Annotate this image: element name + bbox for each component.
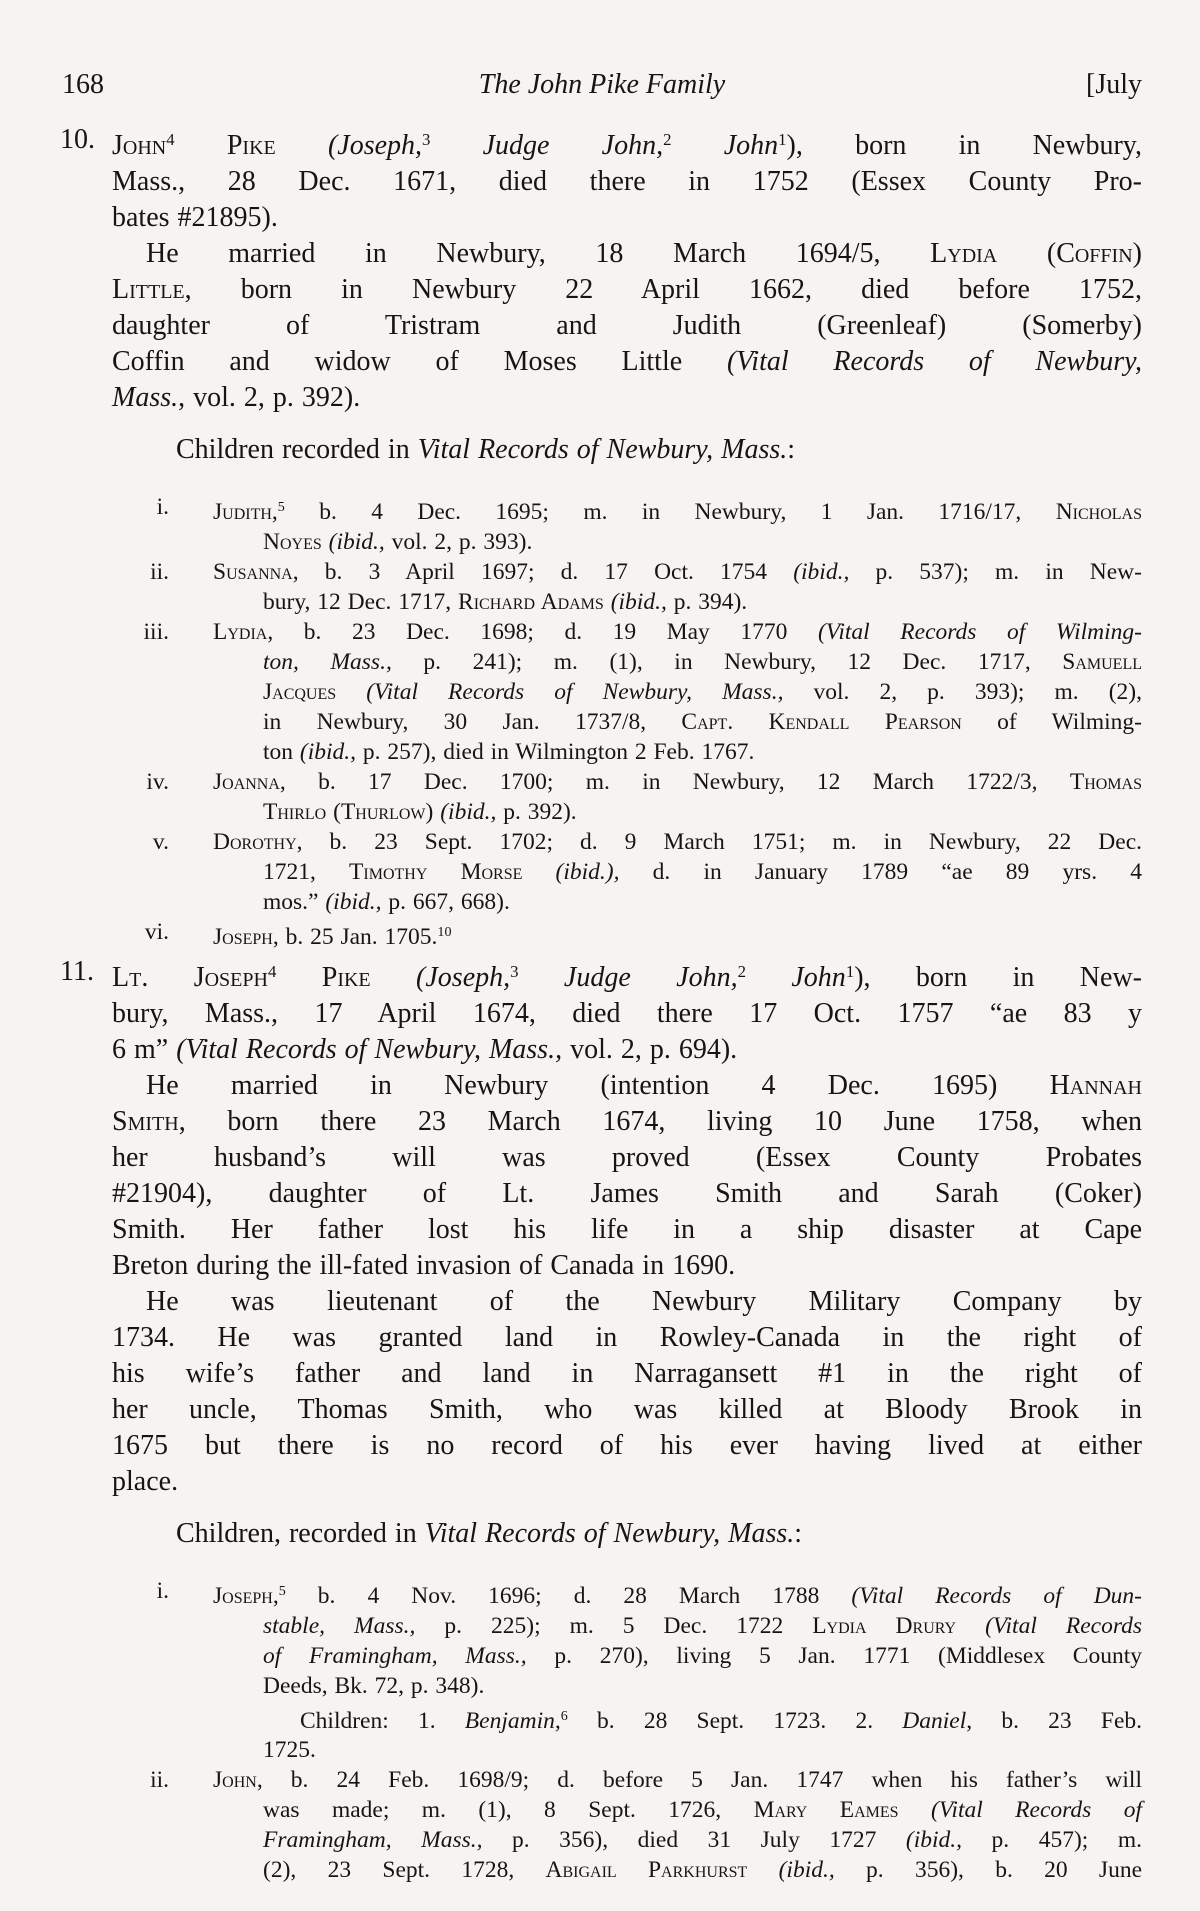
text-line: Smith, born there 23 March 1674, living 10 June 1758, when xyxy=(112,1105,1142,1137)
running-title: The John Pike Family xyxy=(478,69,726,100)
page-header xyxy=(62,68,1142,102)
text-line: He was lieutenant of the Newbury Military Company by xyxy=(146,1285,1142,1317)
page-number: 168 xyxy=(62,69,104,100)
text-line: Joseph, b. 25 Jan. 1705.10 xyxy=(213,923,452,950)
child-item xyxy=(146,767,1142,827)
child-numeral: v. xyxy=(152,828,169,855)
text-line: Smith. Her father lost his life in a ship disaster at Cape xyxy=(112,1213,1142,1245)
child-item xyxy=(150,1765,1143,1885)
entry-number: 10. xyxy=(60,124,95,155)
children-heading xyxy=(112,432,1142,468)
child-item xyxy=(143,617,1143,767)
text-line: 6 m” (Vital Records of Newbury, Mass., vol. 2, p. 694). xyxy=(112,1033,738,1065)
text-line: Deeds, Bk. 72, p. 348). xyxy=(263,1672,485,1699)
text-line: 1675 but there is no record of his ever having lived at either xyxy=(112,1429,1142,1461)
paragraph xyxy=(112,1068,1142,1284)
text-line: ton (ibid., p. 257), died in Wilmington 2 Feb. 1767. xyxy=(263,738,755,765)
text-line: bury, 12 Dec. 1717, Richard Adams (ibid., p. 394). xyxy=(263,588,748,615)
text-line: Joseph,$^5$ b. 4 Nov. 1696; d. 28 March 1788 (Vital Records of Dun- xyxy=(213,1582,1143,1609)
text-line: Judith,$^5$ b. 4 Dec. 1695; m. in Newbury, 1 Jan. 1716/17, Nicholas xyxy=(213,498,1142,525)
text-line: bury, Mass., 17 April 1674, died there 17 Oct. 1757 “ae 83 y xyxy=(112,997,1142,1029)
text-line: #21904), daughter of Lt. James Smith and Sarah (Coker) xyxy=(112,1177,1142,1209)
child-numeral: ii. xyxy=(150,1767,169,1794)
paragraph xyxy=(112,1284,1142,1500)
text-line: He married in Newbury (intention 4 Dec. 1695) Hannah xyxy=(146,1069,1142,1101)
child-numeral: iii. xyxy=(143,618,169,645)
child-item xyxy=(152,827,1142,917)
text-line: 1734. He was granted land in Rowley-Canada in the right of xyxy=(112,1321,1142,1353)
child-sub-paragraph xyxy=(213,1701,1142,1766)
child-numeral: i. xyxy=(156,1577,169,1604)
child-numeral: vi. xyxy=(144,918,169,945)
entry-paragraph xyxy=(60,954,1142,1068)
text-line: Lt. Joseph$^4$ Pike (Joseph,$^3$ Judge John,$^2$ John$^1$), born in New- xyxy=(112,961,1142,993)
paragraph xyxy=(112,236,1142,416)
text-line: Mass., 28 Dec. 1671, died there in 1752 (Essex County Pro- xyxy=(112,166,1142,198)
issue-label: [July xyxy=(1086,69,1142,100)
text-line: stable, Mass., p. 225); m. 5 Dec. 1722 Lydia Drury (Vital Records xyxy=(263,1612,1142,1639)
text-line: place. xyxy=(112,1465,179,1497)
child-numeral: iv. xyxy=(146,768,169,795)
text-line: Framingham, Mass., p. 356), died 31 July 1727 (ibid., p. 457); m. xyxy=(263,1827,1142,1854)
text-line: 1725. xyxy=(263,1737,316,1764)
text-line: Joanna, b. 17 Dec. 1700; m. in Newbury, 12 March 1722/3, Thomas xyxy=(213,768,1142,795)
text-line: bates #21895). xyxy=(112,202,278,234)
text-line: ton, Mass., p. 241); m. (1), in Newbury, 12 Dec. 1717, Samuell xyxy=(263,648,1142,675)
entry-number: 11. xyxy=(60,955,94,987)
text-line: He married in Newbury, 18 March 1694/5, Lydia (Coffin) xyxy=(146,238,1142,270)
text-line: Lydia, b. 23 Dec. 1698; d. 19 May 1770 (Vital Records of Wilming- xyxy=(213,618,1142,645)
text-line: his wife’s father and land in Narragansett #1 in the right of xyxy=(112,1357,1142,1389)
child-numeral: ii. xyxy=(150,558,169,585)
text-line: Thirlo (Thurlow) (ibid., p. 392). xyxy=(263,798,577,825)
page-body xyxy=(60,122,1143,1885)
text-line: 1721, Timothy Morse (ibid.), d. in January 1789 “ae 89 yrs. 4 xyxy=(263,858,1142,885)
text-line: daughter of Tristram and Judith (Greenleaf) (Somerby) xyxy=(112,310,1142,342)
entry-paragraph xyxy=(60,122,1142,236)
text-line: Jacques (Vital Records of Newbury, Mass., vol. 2, p. 393); m. (2), xyxy=(263,678,1142,705)
text-line: Little, born in Newbury 22 April 1662, died before 1752, xyxy=(112,274,1142,306)
child-item xyxy=(156,1576,1143,1701)
text-line: John$^4$ Pike (Joseph,$^3$ Judge John,$^2$ John$^1$), born in Newbury, xyxy=(112,130,1142,162)
text-line: Children recorded in Vital Records of Newbury, Mass.: xyxy=(176,434,796,466)
text-line: Breton during the ill-fated invasion of Canada in 1690. xyxy=(112,1249,736,1281)
text-line: her uncle, Thomas Smith, who was killed at Bloody Brook in xyxy=(112,1393,1142,1425)
text-line: Mass., vol. 2, p. 392). xyxy=(112,382,361,414)
text-line: mos.” (ibid., p. 667, 668). xyxy=(263,888,510,915)
text-line: Susanna, b. 3 April 1697; d. 17 Oct. 1754 (ibid., p. 537); m. in New- xyxy=(213,558,1142,585)
text-line: Noyes (ibid., vol. 2, p. 393). xyxy=(263,528,533,555)
child-numeral: i. xyxy=(156,494,169,521)
text-line: Children: 1. Benjamin,$^6$ b. 28 Sept. 1723. 2. Daniel, b. 23 Feb. xyxy=(300,1707,1142,1734)
text-line: Dorothy, b. 23 Sept. 1702; d. 9 March 1751; m. in Newbury, 22 Dec. xyxy=(213,828,1142,855)
child-item xyxy=(144,917,1142,952)
text-line: Children, recorded in Vital Records of Newbury, Mass.: xyxy=(176,1517,803,1549)
text-line: (2), 23 Sept. 1728, Abigail Parkhurst (ibid., p. 356), b. 20 June xyxy=(263,1857,1142,1884)
text-line: Coffin and widow of Moses Little (Vital Records of Newbury, xyxy=(112,346,1142,378)
text-line: of Framingham, Mass., p. 270), living 5 Jan. 1771 (Middlesex County xyxy=(263,1642,1142,1669)
text-line: in Newbury, 30 Jan. 1737/8, Capt. Kendall Pearson of Wilming- xyxy=(263,708,1143,735)
child-item xyxy=(156,492,1142,557)
children-heading xyxy=(112,1516,1142,1552)
text-line: was made; m. (1), 8 Sept. 1726, Mary Eames (Vital Records of xyxy=(263,1797,1143,1824)
text-line: her husband’s will was proved (Essex County Probates xyxy=(112,1141,1142,1173)
child-item xyxy=(150,557,1142,617)
text-line: John, b. 24 Feb. 1698/9; d. before 5 Jan. 1747 when his father’s will xyxy=(213,1767,1142,1794)
